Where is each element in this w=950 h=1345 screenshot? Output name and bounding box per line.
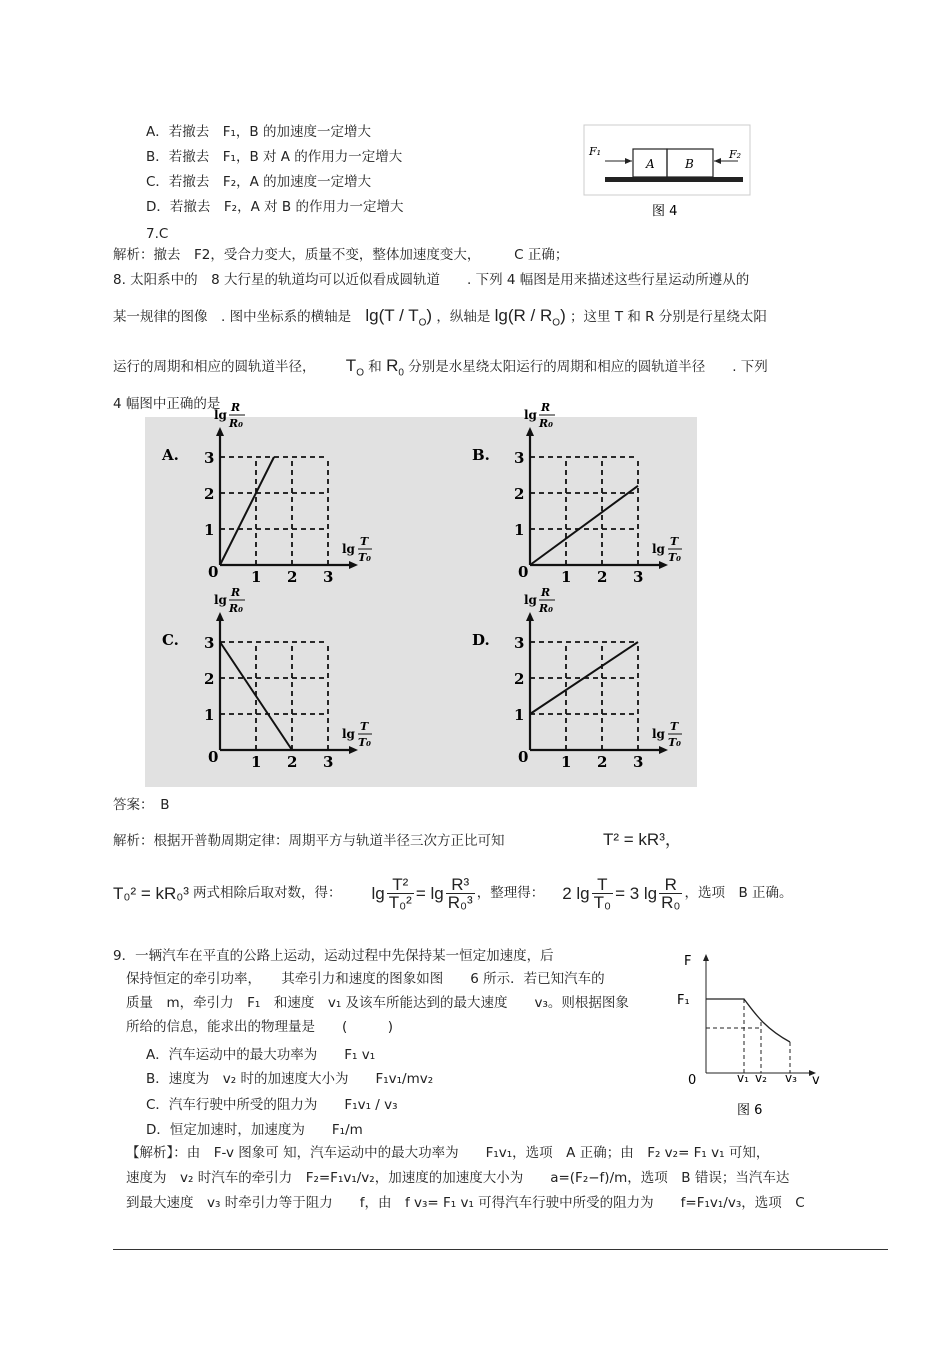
graph-b-x-label-den: T₀ — [668, 551, 682, 564]
graph-a-y-label-num: R — [231, 401, 241, 414]
graph-c-y-label-lg: lg — [214, 593, 227, 607]
q6-option-a: A．若撤去 F₁，B 的加速度一定增大 — [146, 124, 371, 140]
q8-line3 — [113, 356, 768, 379]
q9-line1: 9．一辆汽车在平直的公路上运动，运动过程中先保持某一恒定加速度，后 — [113, 948, 554, 964]
graph-d-xtick-1: 1 — [561, 753, 572, 771]
q8-line2-text: 某一规律的图像 . 图中坐标系的横轴是 — [113, 309, 352, 325]
graph-d-ytick-3: 3 — [514, 634, 525, 652]
graph-a-x-label-lg: lg — [342, 542, 355, 556]
q8-analysis3: ，整理得： — [476, 884, 545, 901]
graph-d-y-label-lg: lg — [524, 593, 537, 607]
graph-b-ytick-3: 3 — [514, 449, 525, 467]
q9-option-a: A．汽车运动中的最大功率为 F₁ v₁ — [146, 1047, 376, 1063]
q8-analysis1: 解析：根据开普勒周期定律：周期平方与轨道半径三次方正比可知 — [113, 833, 505, 849]
x-axis-expression: $\lg(T / T_O)$ — [365, 306, 433, 329]
graph-c-y-label-den: R₀ — [229, 602, 243, 615]
graph-c-xtick-3: 3 — [323, 753, 334, 771]
graph-d-origin-label: 0 — [518, 748, 529, 766]
q8-line2-text2: ，纵轴是 — [436, 309, 491, 325]
label-f2: F₂ — [729, 148, 742, 161]
graph-a-y-label-den: R₀ — [229, 417, 243, 430]
label-f1: F₁ — [589, 145, 602, 158]
y-axis-expression: $\lg(R / R_O)$ — [494, 306, 566, 329]
q6-analysis: 解析：撤去 F2，受合力变大，质量不变，整体加速度变大， C 正确； — [113, 247, 569, 263]
graph-c-option-label: C. — [162, 631, 179, 649]
figure-6 — [672, 950, 842, 1120]
q8-answer: 答案： B — [113, 797, 170, 813]
graph-d-x-label-num: T — [670, 720, 679, 733]
graph-a-option-label: A. — [162, 446, 179, 464]
figure-6-caption: 图 6 — [737, 1103, 763, 1118]
graph-c-ytick-2: 2 — [204, 670, 215, 688]
q8-line1: 8. 太阳系中的 8 大行星的轨道均可以近似看成圆轨道 . 下列 4 幅图是用来描述这些行星运动所遵从的 — [113, 272, 750, 288]
fraction-t: $\frac{T}{\text{T₀}}$ — [593, 875, 612, 912]
q6-answer: 7.C — [146, 226, 169, 242]
graph-c-ytick-3: 3 — [204, 634, 215, 652]
q8-analysis4: ，选项 B 正确。 — [684, 884, 793, 901]
q6-option-d: D．若撤去 F₂，A 对 B 的作用力一定增大 — [146, 199, 404, 215]
q9-analysis-2: 速度为 v₂ 时汽车的牵引力 F₂=F₁v₁/v₂，加速度的加速度大小为 a=(F₂−f)/m，选项 B 错误；当汽车达 — [126, 1170, 790, 1186]
graph-a-xtick-1: 1 — [251, 568, 262, 586]
figure-4-caption: 图 4 — [652, 204, 678, 219]
graph-d-y-label-num: R — [541, 586, 551, 599]
graphs-background — [145, 417, 697, 787]
figure-4 — [583, 125, 753, 225]
graph-a-xtick-3: 3 — [323, 568, 334, 586]
graph-a-xtick-2: 2 — [287, 568, 298, 586]
two-lg: 2 lg — [562, 884, 590, 903]
r0-symbol: $R_0$ — [386, 356, 404, 379]
f-axis-label: F — [684, 954, 692, 969]
graph-b-origin-label: 0 — [518, 563, 529, 581]
graph-d-x-label-den: T₀ — [668, 736, 682, 749]
mercury-equation: T₀² = kR₀³ — [113, 884, 189, 903]
fraction-r: $\frac{R}{\text{R₀}}$ — [661, 875, 681, 912]
graph-b-xtick-3: 3 — [633, 568, 644, 586]
force-velocity-curve — [706, 999, 790, 1042]
q8-line3-text: 运行的周期和相应的圆轨道半径， — [113, 359, 316, 375]
q9-analysis-1: 【解析】：由 F-v 图象可 知，汽车运动中的最大功率为 F₁v₁，选项 A 正确；由 F₂ v₂= F₁ v₁ 可知， — [126, 1145, 770, 1161]
v3-label: v₃ — [785, 1071, 797, 1085]
graph-c-ytick-1: 1 — [204, 706, 215, 724]
q8-line4: 4 幅图中正确的是 — [113, 396, 221, 412]
q9-option-c: C．汽车行驶中所受的阻力为 F₁v₁ / v₃ — [146, 1097, 398, 1113]
graph-d-y-label-den: R₀ — [539, 602, 553, 615]
page-bottom-rule — [113, 1249, 888, 1250]
q6-option-b: B．若撤去 F₁，B 对 A 的作用力一定增大 — [146, 149, 403, 165]
v-axis-label: v — [812, 1073, 820, 1088]
fraction-t-ratio: $\frac{\text{T²}}{\text{T₀²}}$ — [388, 875, 412, 912]
f1-label: F₁ — [677, 993, 690, 1008]
graph-b-y-label-den: R₀ — [539, 417, 553, 430]
t0-symbol: $T_O$ — [345, 356, 364, 379]
kepler-equation: T² = kR³， — [603, 830, 682, 849]
ground-surface — [605, 177, 743, 182]
q8-line2-text3: ；这里 T 和 R 分别是行星绕太阳 — [570, 309, 767, 325]
graph-b-x-label-lg: lg — [652, 542, 665, 556]
graph-b-ytick-1: 1 — [514, 521, 525, 539]
graph-b-option-label: B. — [472, 446, 490, 464]
graph-c-x-label-lg: lg — [342, 727, 355, 741]
graph-a-origin-label: 0 — [208, 563, 219, 581]
equals-lg: = lg — [415, 884, 444, 903]
graph-d-x-label-lg: lg — [652, 727, 665, 741]
lg-symbol: lg — [371, 884, 385, 903]
q9-analysis-3: 到最大速度 v₃ 时牵引力等于阻力 f，由 f v₃= F₁ v₁ 可得汽车行驶中所受的阻力为 f=F₁v₁/v₃，选项 C — [126, 1195, 805, 1211]
q8-graphs-panel — [145, 401, 697, 787]
graph-b-xtick-2: 2 — [597, 568, 608, 586]
graph-d-ytick-2: 2 — [514, 670, 525, 688]
q8-analysis2: 两式相除后取对数，得： — [192, 884, 342, 901]
graph-d-xtick-2: 2 — [597, 753, 608, 771]
graph-d-xtick-3: 3 — [633, 753, 644, 771]
graph-a-y-label-lg: lg — [214, 408, 227, 422]
graph-c-xtick-1: 1 — [251, 753, 262, 771]
q6-option-c: C．若撤去 F₂，A 的加速度一定增大 — [146, 174, 372, 190]
equals-3lg: = 3 lg — [615, 884, 658, 903]
graph-a-x-label-den: T₀ — [358, 551, 372, 564]
q8-line3-text2: 分别是水星绕太阳运行的周期和相应的圆轨道半径 . 下列 — [408, 359, 768, 375]
q8-line2 — [113, 306, 767, 329]
graph-c-origin-label: 0 — [208, 748, 219, 766]
q9-line3: 质量 m，牵引力 F₁ 和速度 v₁ 及该车所能达到的最大速度 v₃。则根据图象 — [126, 995, 629, 1011]
q9-line4: 所给的信息，能求出的物理量是 ( ) — [126, 1019, 394, 1035]
label-block-b: B — [685, 157, 694, 171]
graph-b-y-label-num: R — [541, 401, 551, 414]
graph-c-x-label-num: T — [360, 720, 369, 733]
origin-label: 0 — [688, 1073, 697, 1088]
graph-a-ytick-1: 1 — [204, 521, 215, 539]
graph-c-y-label-num: R — [231, 586, 241, 599]
graph-c-xtick-2: 2 — [287, 753, 298, 771]
graph-d-option-label: D. — [472, 631, 490, 649]
graph-b-x-label-num: T — [670, 535, 679, 548]
v1-label: v₁ — [737, 1071, 749, 1085]
graph-d-ytick-1: 1 — [514, 706, 525, 724]
graph-a-x-label-num: T — [360, 535, 369, 548]
graph-a-ytick-3: 3 — [204, 449, 215, 467]
q9-option-d: D．恒定加速时，加速度为 F₁/m — [146, 1122, 363, 1138]
graph-c-x-label-den: T₀ — [358, 736, 372, 749]
graph-b-xtick-1: 1 — [561, 568, 572, 586]
graph-b-ytick-2: 2 — [514, 485, 525, 503]
fraction-r-ratio: $\frac{\text{R³}}{\text{R₀³}}$ — [447, 875, 473, 912]
and-word: 和 — [368, 359, 382, 375]
graph-a-ytick-2: 2 — [204, 485, 215, 503]
q8-derivation — [113, 876, 793, 911]
label-block-a: A — [646, 157, 655, 171]
q9-line2: 保持恒定的牵引功率， 其牵引力和速度的图象如图 6 所示．若已知汽车的 — [126, 971, 605, 987]
v2-label: v₂ — [755, 1071, 767, 1085]
q9-option-b: B．速度为 v₂ 时的加速度大小为 F₁v₁/mv₂ — [146, 1071, 434, 1087]
graph-b-y-label-lg: lg — [524, 408, 537, 422]
